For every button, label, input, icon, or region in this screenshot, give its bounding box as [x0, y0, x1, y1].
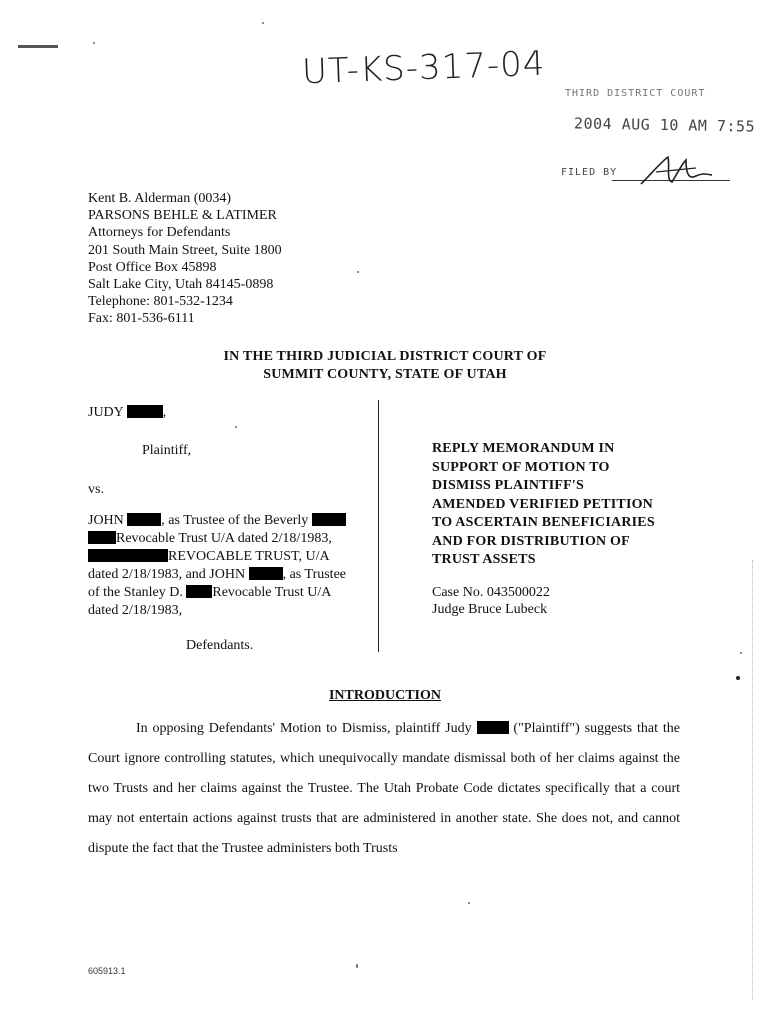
scan-speck: [356, 964, 358, 968]
judge-name: Judge Bruce Lubeck: [432, 602, 548, 617]
attorney-line: Fax: 801-536-6111: [88, 311, 195, 327]
title-line: SUPPORT OF MOTION TO: [432, 459, 610, 475]
scan-speck: [468, 902, 470, 904]
court-heading: [190, 348, 580, 384]
attorney-block: [88, 190, 282, 328]
attorney-line: PARSONS BEHLE & LATIMER: [88, 208, 277, 224]
defendant-line: dated 2/18/1983, and JOHN , as Trustee: [88, 567, 346, 582]
attorney-line: Salt Lake City, Utah 84145-0898: [88, 277, 274, 293]
redaction: [88, 531, 116, 544]
attorney-line: 201 South Main Street, Suite 1800: [88, 242, 282, 258]
case-number: Case No. 043500022: [432, 585, 550, 600]
stamp-filed-by: FILED BY: [561, 167, 618, 178]
title-line: TO ASCERTAIN BENEFICIARIES: [432, 515, 655, 530]
redaction: [249, 567, 283, 580]
title-line: REPLY MEMORANDUM IN: [432, 441, 615, 456]
title-line: TRUST ASSETS: [432, 552, 536, 567]
court-heading-line1: IN THE THIRD JUDICIAL DISTRICT COURT OF: [223, 349, 547, 364]
title-line: DISMISS PLAINTIFF'S: [432, 478, 585, 493]
stamp-date: 2004 AUG 10 AM 7:55: [573, 114, 756, 136]
stamp-court: THIRD DISTRICT COURT: [565, 88, 706, 99]
redaction: [127, 513, 161, 526]
scan-mark: [18, 45, 58, 48]
defendant-line: of the Stanley D. Revocable Trust U/A: [88, 585, 332, 600]
redaction: [186, 585, 212, 598]
scan-speck: [235, 426, 237, 428]
title-line: AND FOR DISTRIBUTION OF: [432, 533, 630, 549]
attorney-line: Post Office Box 45898: [88, 259, 217, 275]
defendant-line: REVOCABLE TRUST, U/A: [88, 548, 330, 565]
document-title: [432, 440, 655, 570]
scan-speck: [93, 42, 95, 44]
section-heading-introduction: INTRODUCTION: [328, 688, 441, 703]
redaction: [127, 405, 163, 418]
redaction: [312, 513, 346, 526]
defendant-line: JOHN , as Trustee of the Beverly: [88, 512, 346, 529]
title-line: AMENDED VERIFIED PETITION: [432, 496, 653, 512]
plaintiff-label: Plaintiff,: [142, 443, 192, 458]
handwritten-case-code: UT-KS-317-04: [301, 43, 547, 93]
versus: vs.: [88, 482, 104, 497]
scan-speck: [736, 676, 740, 680]
clerk-signature: [636, 152, 716, 192]
plaintiff-name: JUDY ,: [88, 405, 167, 420]
attorney-line: Attorneys for Defendants: [88, 225, 231, 241]
document-number: 605913.1: [88, 966, 126, 976]
redaction: [477, 721, 509, 734]
scan-speck: [357, 271, 359, 273]
caption-divider: [378, 400, 379, 652]
scan-speck: [740, 652, 742, 654]
defendant-line: dated 2/18/1983,: [88, 603, 183, 618]
introduction-paragraph: In opposing Defendants' Motion to Dismiss, plaintiff Judy ("Plaintiff") suggests that the Court ignore controlling statutes, which unequivocally mandate dismissal both of her claims against the two Trusts and her claims against the Trustee. The Utah Probate Code dictates specifically that a court may not entertain actions against trusts that are administered in another state. She does not, and cannot dispute the fact that the Trustee administers both Trusts: [88, 721, 681, 856]
attorney-line: Kent B. Alderman (0034): [88, 191, 232, 206]
defendants-label: Defendants.: [186, 638, 254, 653]
scan-edge-marks: [752, 560, 755, 1000]
defendant-line: Revocable Trust U/A dated 2/18/1983,: [88, 530, 332, 547]
scan-speck: [262, 22, 264, 24]
redaction: [88, 549, 168, 562]
court-heading-line2: SUMMIT COUNTY, STATE OF UTAH: [263, 367, 507, 382]
attorney-line: Telephone: 801-532-1234: [88, 294, 233, 310]
